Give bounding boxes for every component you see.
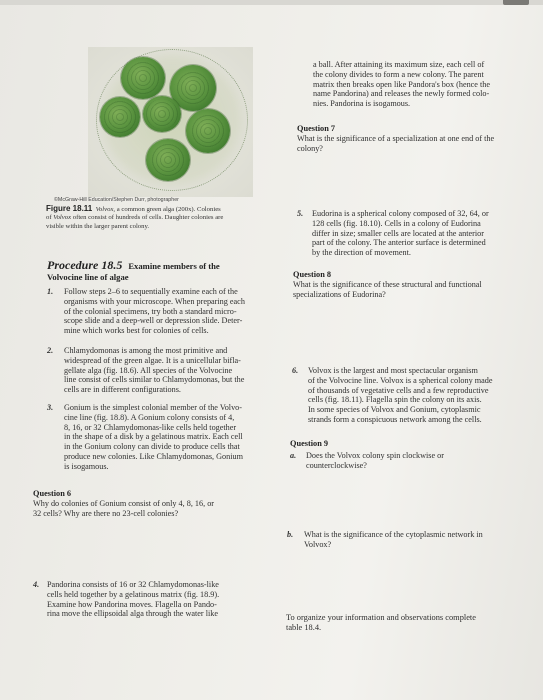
item-number: 3. <box>47 403 54 412</box>
procedure-subtitle: Volvocine line of algae <box>47 272 129 282</box>
question-6: Question 6 Why do colonies of Gonium consist of only 4, 8, 16, or 32 cells? Why are there no 23-cell colonies? <box>33 489 215 518</box>
question-9a: Does the Volvox colony spin clockwise or counterclockwise? <box>306 451 444 470</box>
daughter-colony <box>100 97 140 137</box>
question-9: Question 9 <box>290 439 329 448</box>
procedure-step-4: Pandorina consists of 16 or 32 Chlamydomonas-like cells held together by a gelatinous matrix (fig. 18.9). Examine how Pandorina moves. Flagella on Pando- rina move the ellipsoidal alga through the water like <box>47 580 220 619</box>
question-7: Question 7 What is the significance of a specialization at one end of the colony? <box>297 124 495 153</box>
item-number: 1. <box>47 287 54 296</box>
question-8: Question 8 What is the significance of these structural and functional specializations of Eudorina? <box>293 270 482 299</box>
daughter-colony <box>186 109 230 153</box>
page-top-edge <box>0 0 543 5</box>
procedure-title: Procedure 18.5 Examine members of the <box>47 258 220 272</box>
daughter-colony <box>146 139 190 181</box>
procedure-step-2: Chlamydomonas is among the most primitive and widespread of the green algae. It is a unicellular bifla- gellate alga (fig. 18.6). All species of the Volvocine line consist of cells similar to Chlamydomonas, but the cells are in different configurations. <box>64 346 245 395</box>
item-letter: b. <box>287 530 294 539</box>
daughter-colony <box>143 96 181 132</box>
volvox-micrograph <box>88 47 253 197</box>
item-number: 6. <box>292 366 299 375</box>
item-letter: a. <box>290 451 297 460</box>
item-number: 2. <box>47 346 54 355</box>
table-instruction: To organize your information and observations complete table 18.4. <box>286 613 476 632</box>
daughter-colony <box>121 57 165 99</box>
question-9b: What is the significance of the cytoplasmic network in Volvox? <box>304 530 483 549</box>
procedure-step-5: Eudorina is a spherical colony composed of 32, 64, or 128 cells (fig. 18.10). Cells in a colony of Eudorina differ in size; smaller cells are located at the anterior part of the colony. The anterior surface is determined by the direction of movement. <box>312 209 489 258</box>
page-corner-tab <box>503 0 529 5</box>
procedure-step-1: Follow steps 2–6 to sequentially examine each of the organisms with your microscope. When preparing each of the colonial specimens, try both a standard micro- scope slide and a deep-well or depression slide. Deter- mine which works best for colonies of cells. <box>64 287 245 336</box>
figure-label: Figure 18.11 <box>46 204 93 213</box>
figure-caption: Figure 18.11 Volvox, a common green alga (200x). Colonies of Volvox often consist of hundreds of cells. Daughter colonies are visible within the larger parent colony. <box>46 204 224 230</box>
item-number: 5. <box>297 209 304 218</box>
procedure-step-3: Gonium is the simplest colonial member of the Volvo- cine line (fig. 18.8). A Gonium colony consists of 4, 8, 16, or 32 Chlamydomonas-like cells held together in the shape of a disk by a gelatinous matrix. Each cell in the Gonium colony can divide to produce cells that produce new colonies. Like Chlamydomonas, Gonium is isogamous. <box>64 403 243 471</box>
procedure-step-6: Volvox is the largest and most spectacular organism of the Volvocine line. Volvox is a spherical colony made of thousands of vegetative cells and a few reproductive cells (fig. 18.11). Flagella spin the colony on its axis. In some species of Volvox and Gonium, cytoplasmic strands form a conspicuous network among the cells. <box>308 366 493 424</box>
photo-credit: ©McGraw-Hill Education/Stephen Durr, photographer <box>54 197 179 203</box>
item-number: 4. <box>33 580 40 589</box>
procedure-step-4-continued: a ball. After attaining its maximum size, each cell of the colony divides to form a new colony. The parent matrix then breaks open like Pandora's box (hence the name Pandorina) and releases the newly formed colo- nies. Pandorina is isogamous. <box>313 60 490 109</box>
